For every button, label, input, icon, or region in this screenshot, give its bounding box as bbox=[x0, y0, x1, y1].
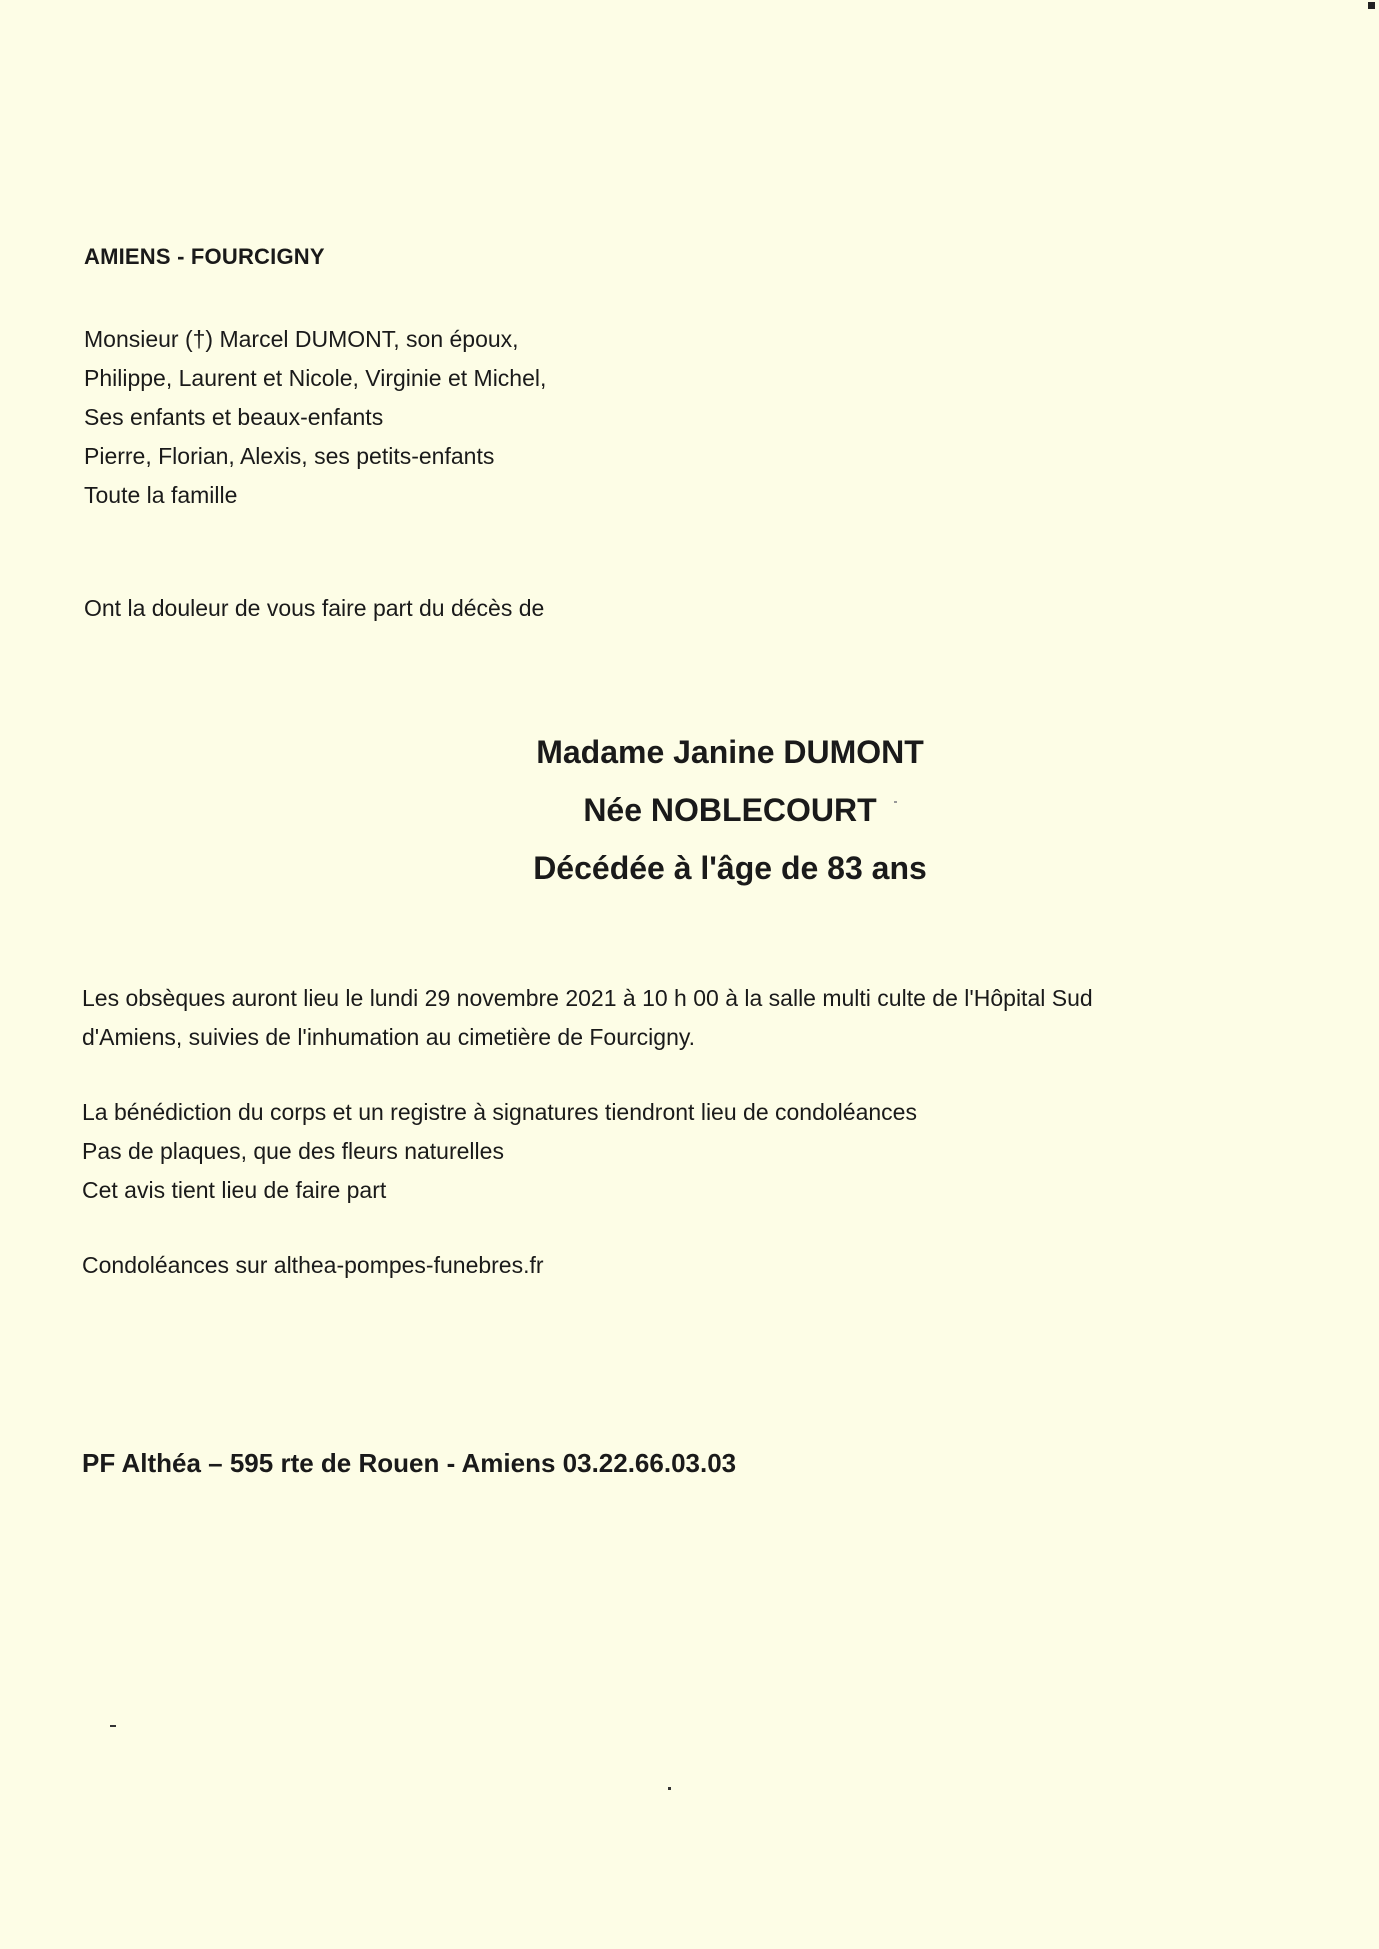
note-line: Cet avis tient lieu de faire part bbox=[82, 1177, 387, 1203]
family-line: Monsieur (†) Marcel DUMONT, son époux, bbox=[84, 326, 519, 352]
announcement-intro: Ont la douleur de vous faire part du décès de bbox=[84, 595, 545, 621]
family-line: Philippe, Laurent et Nicole, Virginie et Michel, bbox=[84, 365, 547, 391]
family-line: Ses enfants et beaux-enfants bbox=[84, 404, 384, 430]
scan-speck bbox=[668, 1787, 671, 1790]
deceased-age: Décédée à l'âge de 83 ans bbox=[533, 850, 927, 886]
scan-speck bbox=[110, 1725, 116, 1727]
note-line: La bénédiction du corps et un registre à signatures tiendront lieu de condoléances bbox=[82, 1099, 917, 1125]
deceased-block bbox=[440, 723, 1020, 897]
family-line: Toute la famille bbox=[84, 482, 238, 508]
funeral-home-footer: PF Althéa – 595 rte de Rouen - Amiens 03.22.66.03.03 bbox=[82, 1448, 737, 1478]
funeral-details bbox=[82, 979, 1242, 1057]
deceased-name: Madame Janine DUMONT bbox=[536, 734, 924, 770]
note-line: Pas de plaques, que des fleurs naturelles bbox=[82, 1138, 504, 1164]
funeral-line: Les obsèques auront lieu le lundi 29 novembre 2021 à 10 h 00 à la salle multi culte de l'Hôpital Sud bbox=[82, 985, 1093, 1011]
scan-corner-mark bbox=[1368, 2, 1375, 9]
condolences-line: Condoléances sur althea-pompes-funebres.fr bbox=[82, 1252, 544, 1278]
family-list bbox=[84, 320, 546, 515]
funeral-line: d'Amiens, suivies de l'inhumation au cimetière de Fourcigny. bbox=[82, 1024, 696, 1050]
family-line: Pierre, Florian, Alexis, ses petits-enfants bbox=[84, 443, 495, 469]
deceased-maiden-name: Née NOBLECOURT bbox=[583, 792, 877, 828]
location-heading: AMIENS - FOURCIGNY bbox=[84, 244, 325, 269]
notes-block bbox=[82, 1093, 917, 1210]
scan-speck bbox=[894, 801, 897, 803]
